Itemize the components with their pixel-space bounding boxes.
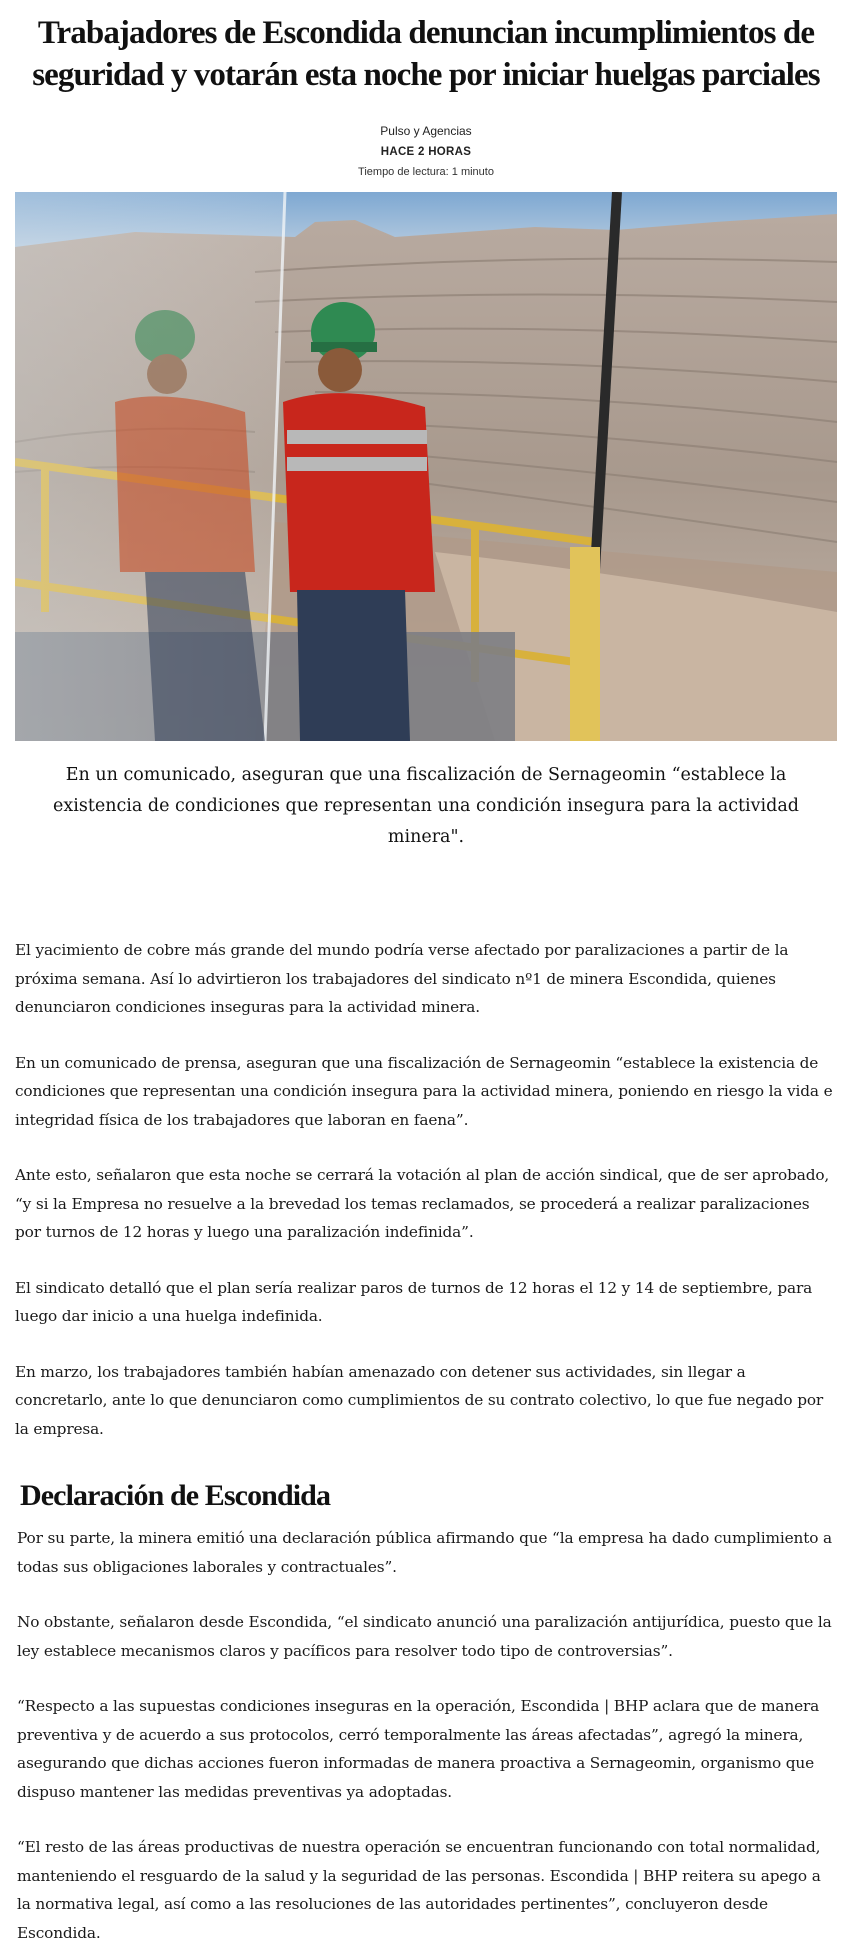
article-author[interactable]: Pulso y Agencias	[380, 124, 472, 138]
section-paragraph: “El resto de las áreas productivas de nuestra operación se encuentran funcionando con total normalidad, manteniendo el resguardo de la salud y la seguridad de las personas. Escondida | BHP reitera su apego a la normativa legal, así como a las resoluciones de las autoridades pertinentes”, concluyeron desde Escondida.	[17, 1838, 821, 1942]
article-paragraph: El yacimiento de cobre más grande del mundo podría verse afectado por paralizaciones a partir de la próxima semana. Así lo advirtieron los trabajadores del sindicato nº1 de minera Escondida, quienes denunciaron condiciones inseguras para la actividad minera.	[15, 941, 789, 1016]
article-paragraph: Ante esto, señalaron que esta noche se cerrará la votación al plan de acción sindical, que de ser aprobado, “y si la Empresa no resuelve a la brevedad los temas reclamados, se procederá a realizar paralizaciones por turnos de 12 horas y luego una paralización indefinida”.	[15, 1166, 830, 1241]
hero-image[interactable]	[15, 192, 837, 741]
section-escondida	[0, 1478, 852, 1947]
section-paragraph: Por su parte, la minera emitió una declaración pública afirmando que “la empresa ha dado cumplimiento a todas sus obligaciones laborales y contractuales”.	[17, 1529, 832, 1576]
section-paragraph: No obstante, señalaron desde Escondida, “el sindicato anunció una paralización antijurídica, puesto que la ley establece mecanismos claros y pacíficos para resolver todo tipo de controversias”.	[17, 1613, 832, 1660]
section-heading: Declaración de Escondida	[20, 1479, 331, 1512]
article-body	[0, 936, 852, 1443]
article-paragraph: En un comunicado de prensa, aseguran que una fiscalización de Sernageomin “establece la existencia de condiciones que representan una condición insegura para la actividad minera, poniendo en riesgo la vida e integridad física de los trabajadores que laboran en faena”.	[15, 1053, 833, 1129]
article-paragraph: En marzo, los trabajadores también habían amenazado con detener sus actividades, sin llegar a concretarlo, ante lo que denunciaron como cumplimientos de su contrato colectivo, lo que fue negado por la empresa.	[15, 1362, 824, 1438]
reading-time: Tiempo de lectura: 1 minuto	[358, 166, 494, 178]
mine-workers-photo	[15, 192, 837, 741]
article-time: HACE 2 HORAS	[380, 146, 472, 158]
article-lead: En un comunicado, aseguran que una fiscalización de Sernageomin “establece la existencia de condiciones que representan una condición insegura para la actividad minera".	[53, 765, 799, 847]
section-paragraph: “Respecto a las supuestas condiciones inseguras en la operación, Escondida | BHP aclara que de manera preventiva y de acuerdo a sus protocolos, cerró temporalmente las áreas afectadas”, agregó la minera, asegurando que dichas acciones fueron informadas de manera proactiva a Sernageomin, organismo que dispuso mantener las medidas preventivas ya adoptadas.	[17, 1697, 820, 1801]
article-meta	[0, 123, 852, 180]
article-paragraph: El sindicato detalló que el plan sería realizar paros de turnos de 12 horas el 12 y 14 de septiembre, para luego dar inicio a una huelga indefinida.	[15, 1278, 813, 1325]
article-headline: Trabajadores de Escondida denuncian incumplimientos de seguridad y votarán esta noche por iniciar huelgas parciales	[32, 15, 820, 93]
